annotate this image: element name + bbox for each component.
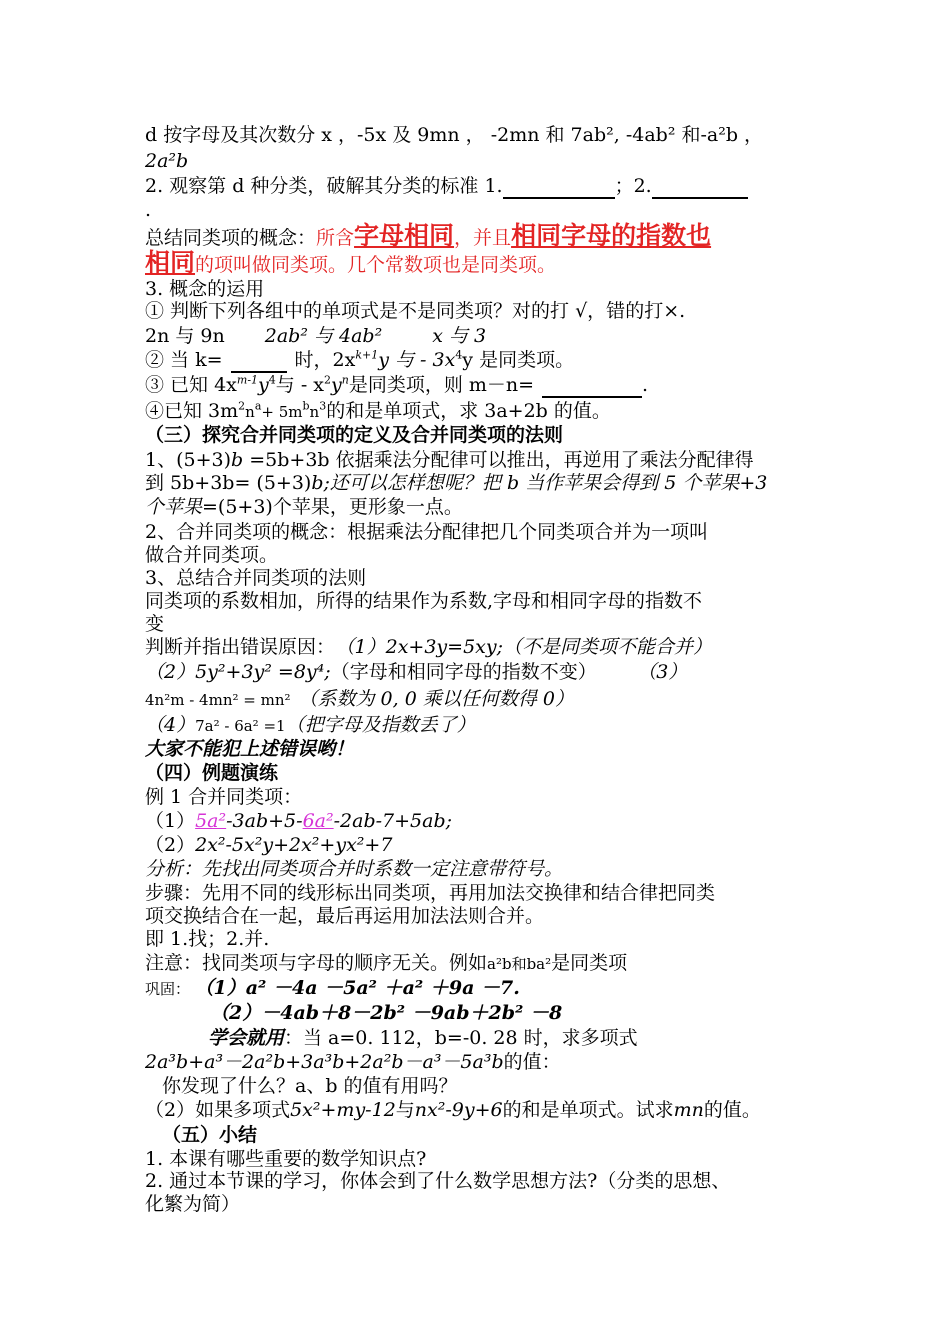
text-line — [145, 521, 810, 543]
exponent: 3 — [319, 399, 327, 413]
text-run: nx²-9y+6 — [414, 1099, 503, 1121]
exponent: a — [254, 399, 262, 413]
text-run: 是同类项 — [551, 952, 628, 974]
text-line — [145, 1099, 810, 1121]
text-run: -3ab+5- — [226, 810, 303, 832]
text-run: （2）5y²+3y² =8y⁴; — [145, 661, 331, 683]
text-run: y 与 - 3x — [378, 349, 456, 371]
section-heading — [145, 762, 810, 784]
exponent: 4 — [455, 348, 463, 362]
section-heading — [145, 424, 810, 446]
text-run: （五）小结 — [162, 1124, 258, 1146]
text-run: ；2. — [614, 175, 652, 197]
text-run: + 5m — [261, 403, 303, 421]
text-line — [145, 449, 810, 471]
text-run: 2x²-5x²y+2x²+yx²+7 — [195, 834, 393, 856]
text-line — [145, 567, 810, 589]
text-run: 步骤：先用不同的线形标出同类项，再用加法交换律和结合律把同类 — [145, 882, 716, 904]
text-run: ① 判断下列各组中的单项式是不是同类项？对的打 √，错的打×. — [145, 300, 686, 322]
text-run: 3、总结合并同类项的法则 — [145, 567, 367, 589]
text-line — [145, 1051, 810, 1073]
answer-blank[interactable] — [652, 175, 748, 199]
text-line — [145, 1170, 810, 1192]
highlight-text: 相同 — [145, 248, 196, 277]
text-run: ;还可以怎样想呢？把 b 当作苹果会得到 5 个苹果+3 — [323, 472, 768, 494]
text-run: 项交换结合在一起，最后再运用加法法则合并。 — [145, 905, 545, 927]
text-line — [145, 374, 810, 398]
text-run: 到 5b+3b= (5+3) — [145, 472, 312, 494]
text-line — [145, 278, 810, 300]
text-line — [162, 1075, 810, 1097]
text-line — [145, 349, 810, 373]
text-run: 的和是单项式，求 3a+2b 的值。 — [326, 400, 611, 422]
text-run: =5b+3b 依据乘法分配律可以推出，再逆用了乘法分配律得 — [249, 449, 754, 471]
text-line — [208, 1027, 810, 1049]
text-line — [145, 199, 810, 221]
text-line — [145, 248, 810, 277]
text-run: 2n 与 9n — [145, 325, 225, 347]
text-line — [145, 496, 810, 518]
text-line — [145, 636, 810, 658]
text-line — [145, 882, 810, 904]
exponent: b — [302, 399, 310, 413]
text-run: 1. 本课有哪些重要的数学知识点? — [145, 1148, 427, 1170]
text-run: d 按字母及其次数分 x ，-5x 及 9mn ， -2mn 和 7ab², -4ab² 和-a²b ， — [145, 124, 764, 146]
text-run: （四）例题演练 — [145, 762, 279, 784]
text-line — [145, 590, 810, 612]
text-line — [145, 834, 810, 856]
text-line — [145, 714, 810, 737]
answer-blank[interactable] — [231, 349, 287, 373]
text-run: 3. 概念的运用 — [145, 278, 265, 300]
text-run: y — [258, 374, 269, 396]
text-run: n — [309, 403, 320, 421]
text-line — [145, 952, 810, 975]
text-run: ④已知 3m — [145, 400, 239, 422]
exponent: n — [341, 373, 349, 387]
text-run: x 与 3 — [432, 325, 487, 347]
highlight-text: 相同字母的指数也 — [511, 221, 712, 250]
text-run: 2ab² 与 4ab² — [264, 325, 383, 347]
text-run: 的值： — [503, 1051, 561, 1073]
text-line — [145, 124, 810, 146]
text-run: 与 — [395, 1099, 415, 1121]
text-run: 5x²+my-12 — [290, 1099, 396, 1121]
text-run: 做合并同类项。 — [145, 544, 279, 566]
text-run: a²b和ba² — [487, 955, 552, 973]
text-line — [145, 325, 810, 347]
text-line — [145, 1148, 810, 1170]
text-run: 即 1.找；2.并. — [145, 928, 270, 950]
text-line — [145, 613, 810, 635]
text-line — [145, 150, 810, 172]
text-run: 个苹果，更形象一点。 — [272, 496, 463, 518]
text-run: 个苹果= — [145, 496, 218, 518]
text-run: b — [231, 449, 244, 471]
text-run: （4） — [145, 714, 196, 736]
text-line — [145, 810, 810, 832]
text-run: 变 — [145, 613, 165, 635]
text-run: （1） — [145, 810, 196, 832]
text-line — [210, 1002, 810, 1024]
text-run: ② 当 k= — [145, 349, 223, 371]
text-run: （3） — [646, 661, 688, 683]
text-line — [145, 400, 810, 423]
text-run: （三）探究合并同类项的定义及合并同类项的法则 — [145, 424, 564, 446]
text-run: 7a² - 6a² =1 — [195, 717, 286, 735]
text-run: （2）－4ab＋8－2b² －9ab＋2b² －8 — [210, 1002, 563, 1024]
text-run: y — [331, 374, 342, 396]
text-run: 是同类项，则 m－n= — [348, 374, 535, 396]
text-run: 巩固： — [145, 980, 191, 998]
text-run: 时，2x — [294, 349, 356, 371]
text-run: 与 - x — [275, 374, 324, 396]
text-run: b — [311, 472, 324, 494]
text-run: （2）如果多项式 — [145, 1099, 291, 1121]
text-run: 大家不能犯上述错误哟！ — [145, 738, 355, 760]
text-run: 4n²m - 4mn² = mn² — [145, 691, 291, 709]
text-run: 分析：先找出同类项合并时系数一定注意带符号。 — [145, 858, 564, 880]
text-run: 总结同类项的概念： — [145, 227, 317, 249]
text-line — [145, 300, 810, 322]
text-line — [145, 661, 810, 683]
text-run: mn — [673, 1099, 704, 1121]
text-line — [145, 977, 810, 1000]
text-run: 同类项的系数相加，所得的结果作为系数,字母和相同字母的指数不 — [145, 590, 703, 612]
text-line — [145, 928, 810, 950]
text-line — [145, 221, 810, 250]
text-run: 2. 观察第 d 种分类，破解其分类的标准 1. — [145, 175, 503, 197]
text-run: （系数为 0, 0 乘以任何数得 0） — [298, 688, 574, 710]
text-run: 2a²b — [145, 150, 189, 172]
text-run: （把字母及指数丢了） — [285, 714, 476, 736]
text-line — [145, 175, 810, 199]
text-run: （字母和相同字母的指数不变） — [330, 661, 597, 683]
text-run: 化繁为简） — [145, 1193, 241, 1215]
text-run: 判断并指出错误原因： — [145, 636, 336, 658]
text-run: 的值。 — [703, 1099, 761, 1121]
text-run: . — [145, 199, 152, 221]
text-run: 的和是单项式。试求 — [502, 1099, 674, 1121]
exponent: 2 — [238, 399, 246, 413]
text-run: 例 1 合并同类项： — [145, 786, 303, 808]
text-run: 学会就用 — [208, 1027, 285, 1049]
text-line — [145, 472, 810, 494]
text-line — [145, 1193, 810, 1215]
marked-term: 6a² — [302, 810, 334, 832]
highlight-text: 字母相同 — [354, 221, 455, 250]
answer-blank[interactable] — [542, 374, 642, 398]
marked-term: 5a² — [195, 810, 227, 832]
section-heading — [162, 1124, 810, 1146]
text-line — [145, 544, 810, 566]
text-run: 1、(5+3) — [145, 449, 232, 471]
text-line — [145, 905, 810, 927]
answer-blank[interactable] — [503, 175, 615, 199]
text-run: 你发现了什么？a、b 的值有用吗？ — [162, 1075, 458, 1097]
text-run: n — [245, 403, 255, 421]
text-run: （1）a² －4a －5a² ＋a² ＋9a －7. — [204, 977, 520, 999]
text-line — [145, 786, 810, 808]
text-run: 的项叫做同类项。几个常数项也是同类项。 — [195, 254, 557, 276]
text-run: 2. 通过本节课的学习，你体会到了什么数学思想方法?（分类的思想、 — [145, 1170, 731, 1192]
text-run: ③ 已知 4x — [145, 374, 237, 396]
text-line — [145, 688, 810, 711]
text-run: 2a³b+a³－2a²b+3a³b+2a²b－a³－5a³b — [145, 1051, 504, 1073]
text-run: . — [642, 374, 649, 396]
text-run: 注意：找同类项与字母的顺序无关。例如 — [145, 952, 488, 974]
text-run: 2、合并同类项的概念：根据乘法分配律把几个同类项合并为一项叫 — [145, 521, 709, 543]
text-run: （1）2x+3y=5xy;（不是同类项不能合并） — [345, 636, 713, 658]
exponent: m-1 — [236, 373, 259, 387]
text-run: 所含 — [316, 227, 355, 249]
text-run: y 是同类项。 — [462, 349, 575, 371]
text-run: (5+3) — [217, 496, 273, 518]
text-run: ，并且 — [454, 227, 512, 249]
text-run: ：当 a=0. 112，b=-0. 28 时，求多项式 — [284, 1027, 638, 1049]
text-line — [145, 738, 810, 760]
exponent: k+1 — [355, 348, 379, 362]
text-run: -2ab-7+5ab; — [333, 810, 453, 832]
text-line — [145, 858, 810, 880]
exponent: 2 — [324, 373, 331, 387]
text-run: （2） — [145, 834, 196, 856]
exponent: 4 — [268, 373, 276, 387]
